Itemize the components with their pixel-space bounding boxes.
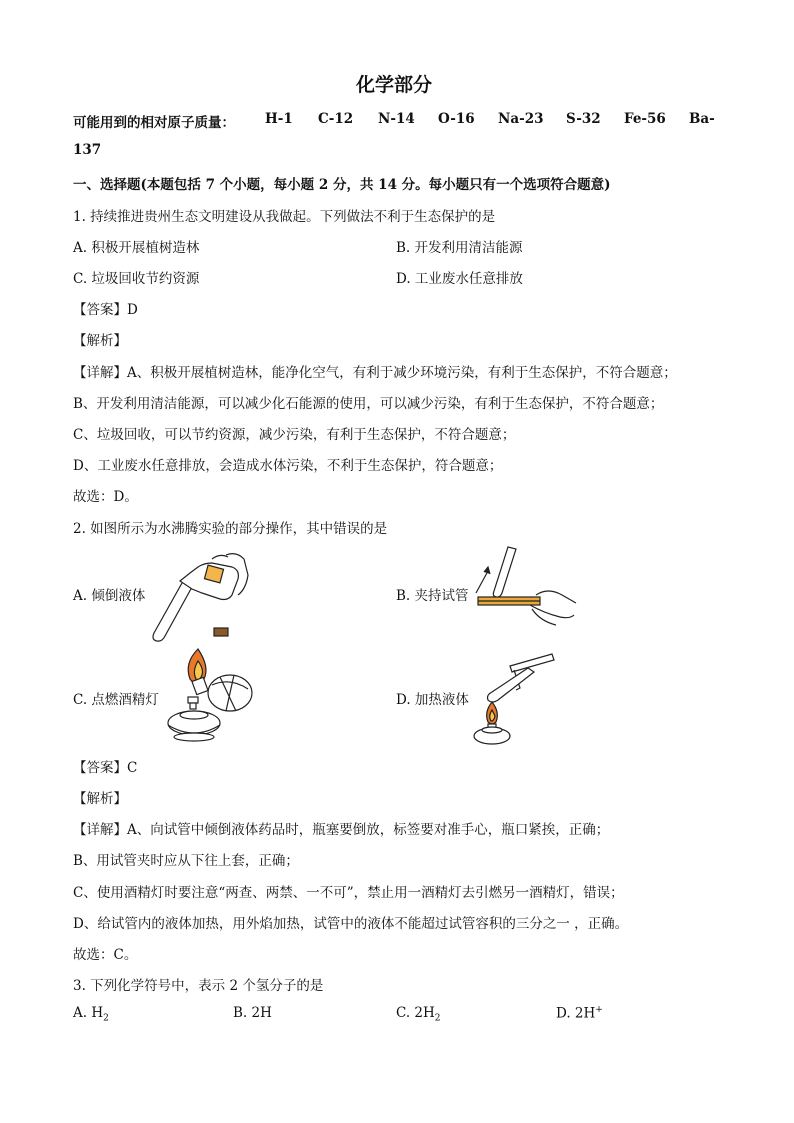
heating-liquid-figure: [470, 648, 560, 746]
atomic-mass-o: O-16: [438, 111, 475, 127]
q2-detail-b: B、用试管夹时应从下往上套，正确；: [73, 853, 299, 869]
q1-stem: 1. 持续推进贵州生态文明建设从我做起。下列做法不利于生态保护的是: [73, 209, 496, 225]
atomic-mass-ba-value: 137: [73, 142, 102, 158]
q2-conclusion: 故选：C。: [73, 947, 138, 963]
q1-conclusion: 故选：D。: [73, 489, 138, 505]
section-heading: 一、选择题(本题包括 7 个小题，每小题 2 分，共 14 分。每小题只有一个选项符合题意): [73, 177, 611, 193]
q2-analysis-label: 【解析】: [73, 791, 127, 807]
q2-option-c: C. 点燃酒精灯: [73, 692, 159, 708]
pouring-liquid-figure: [140, 545, 255, 645]
q1-option-c: C. 垃圾回收节约资源: [73, 271, 200, 287]
test-tube-holder-figure: [470, 543, 580, 638]
q2-detail-d: D、给试管内的液体加热，用外焰加热，试管中的液体不能超过试管容积的三分之一 ，正确。: [73, 916, 629, 932]
q3-option-b: B. 2H: [233, 1005, 272, 1021]
q1-detail-b: B、开发利用清洁能源，可以减少化石能源的使用，可以减少污染，有利于生态保护，不符合题意；: [73, 396, 664, 412]
atomic-mass-ba: Ba-: [689, 111, 715, 127]
q1-option-a: A. 积极开展植树造林: [73, 240, 200, 256]
atomic-mass-na: Na-23: [498, 111, 544, 127]
q1-answer: 【答案】D: [73, 302, 138, 318]
q3-option-c: C. $2H_2$: [396, 1005, 441, 1024]
q3-stem: 3. 下列化学符号中，表示 2 个氢分子的是: [73, 978, 324, 994]
atomic-mass-h: H-1: [265, 111, 293, 127]
q1-detail-a: 【详解】A、积极开展植树造林，能净化空气，有利于减少环境污染，有利于生态保护，不符合题意；: [73, 365, 677, 381]
q2-detail-a: 【详解】A、向试管中倾倒液体药品时，瓶塞要倒放，标签要对准手心，瓶口紧挨，正确；: [73, 822, 610, 838]
q2-stem: 2. 如图所示为水沸腾实验的部分操作，其中错误的是: [73, 521, 388, 537]
atomic-mass-fe: Fe-56: [624, 111, 666, 127]
q2-detail-c: C、使用酒精灯时要注意“两查、两禁、一不可”，禁止用一酒精灯去引燃另一酒精灯，错误；: [73, 885, 624, 901]
q1-analysis-label: 【解析】: [73, 333, 127, 349]
q3-option-d: D. 2H+: [556, 1005, 603, 1022]
q3-option-a: A. $H_2$: [73, 1005, 109, 1024]
page-title: 化学部分: [356, 74, 433, 96]
q1-detail-d: D、工业废水任意排放，会造成水体污染，不利于生态保护，符合题意；: [73, 458, 503, 474]
q2-option-d: D. 加热液体: [396, 692, 469, 708]
q1-detail-c: C、垃圾回收，可以节约资源，减少污染，有利于生态保护，不符合题意；: [73, 427, 516, 443]
atomic-mass-label: 可能用到的相对原子质量：: [73, 115, 235, 131]
atomic-mass-s: S-32: [566, 111, 601, 127]
q2-option-b: B. 夹持试管: [396, 588, 469, 604]
atomic-mass-n: N-14: [378, 111, 415, 127]
atomic-mass-c: C-12: [318, 111, 354, 127]
alcohol-lamp-lighting-figure: [160, 645, 260, 745]
q1-option-d: D. 工业废水任意排放: [396, 271, 523, 287]
q1-option-b: B. 开发利用清洁能源: [396, 240, 523, 256]
q2-option-a: A. 倾倒液体: [73, 588, 146, 604]
q2-answer: 【答案】C: [73, 760, 138, 776]
